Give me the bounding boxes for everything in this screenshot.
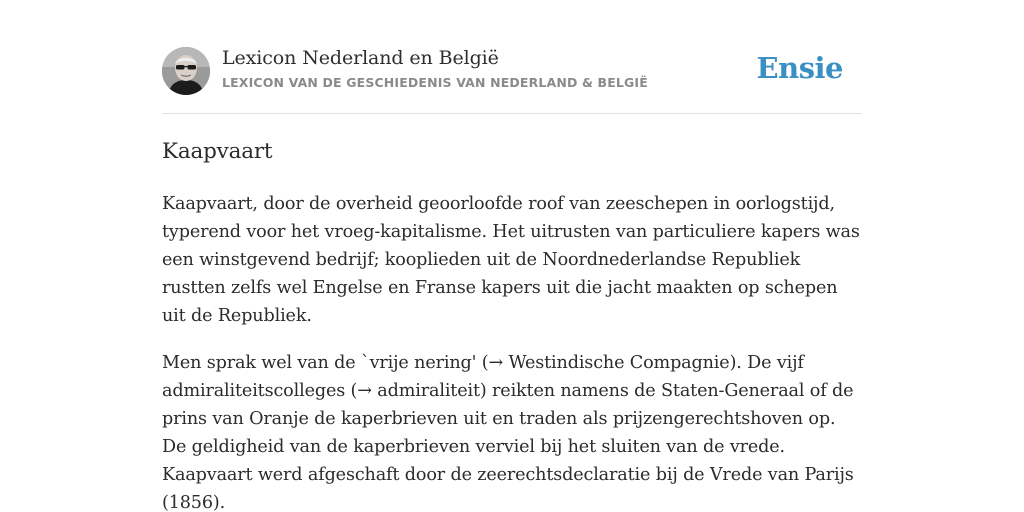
paragraph-text: ) reikten namens de Staten-Generaal of de prins van Oranje de kaperbrieven uit en traden als prijzengerechtshoven op. De geldigheid van de kaperbrieven verviel bij het sluiten van de vrede. Kaapvaart werd afgeschaft door de zeerechtsdeclaratie bij de Vrede van Parijs (1856). [162,381,854,512]
brand-logo[interactable]: Ensie [756,51,843,85]
link-westindische-compagnie[interactable]: → Westindische Compagnie [488,353,730,373]
author-portrait-icon[interactable] [162,47,210,95]
article-body [162,190,862,512]
article-paragraph [162,349,862,512]
article-paragraph: Kaapvaart, door de overheid geoorloofde roof van zeeschepen in oorlogstijd, typerend voor het vroeg-kapitalisme. Het uitrusten van particuliere kapers was een winstgevend bedrijf; kooplieden uit de Noordnederlandse Republiek rustten zelfs wel Engelse en Franse kapers uit die jacht maakten op schepen uit de Republiek. [162,194,860,326]
header-divider [162,113,862,114]
paragraph-text: ). De vijf admiraliteitscolleges ( [162,353,804,401]
link-admiraliteit[interactable]: → admiraliteit [357,381,480,401]
article-title: Kaapvaart [162,139,273,164]
site-header [162,46,862,98]
site-title[interactable]: Lexicon Nederland en België [222,47,499,69]
paragraph-text: Men sprak wel van de `vrije nering' ( [162,353,489,373]
site-subtitle: LEXICON VAN DE GESCHIEDENIS VAN NEDERLAND & BELGIË [222,75,648,90]
